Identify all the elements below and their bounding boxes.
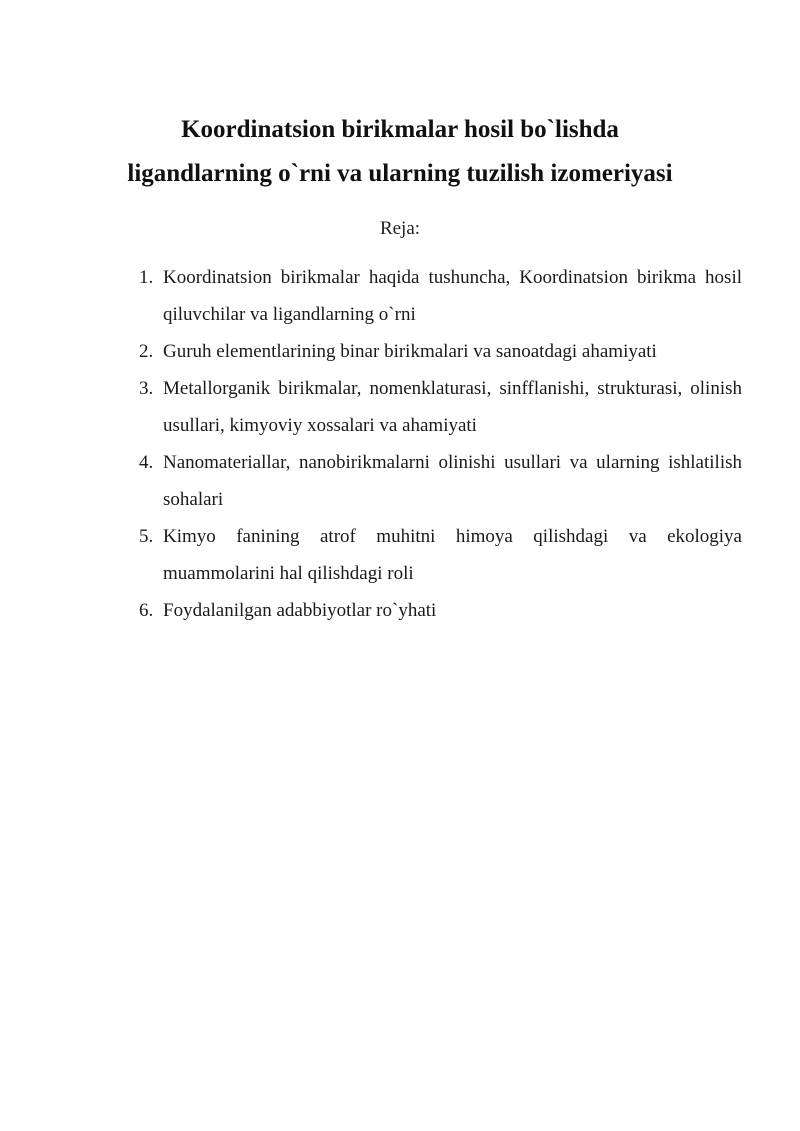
list-item-number: 2. <box>139 341 154 362</box>
title-line-1: Koordinatsion birikmalar hosil bo`lishda <box>181 116 619 143</box>
list-item-text: Nanomateriallar, nanobirikmalarni olinishi usullari va ularning ishlatilish sohalari <box>163 452 742 510</box>
document-title <box>60 108 740 196</box>
list-item <box>134 518 742 592</box>
list-item <box>134 259 742 333</box>
list-item-number: 6. <box>139 600 154 621</box>
list-item-number: 1. <box>139 267 154 288</box>
list-item-text: Metallorganik birikmalar, nomenklaturasi, sinfflanishi, strukturasi, olinish usullari, kimyoviy xossalari va ahamiyati <box>163 378 742 436</box>
list-item-text: Foydalanilgan adabbiyotlar ro`yhati <box>163 600 437 621</box>
list-item-text: Koordinatsion birikmalar haqida tushuncha, Koordinatsion birikma hosil qiluvchilar va ligandlarning o`rni <box>163 267 742 325</box>
list-item-text: Guruh elementlarining binar birikmalari va sanoatdagi ahamiyati <box>163 341 657 362</box>
list-item-text: Kimyo fanining atrof muhitni himoya qilishdagi va ekologiya muammolarini hal qilishdagi roli <box>163 526 742 584</box>
list-item <box>134 592 742 629</box>
plan-list <box>134 259 742 629</box>
title-line-2: ligandlarning o`rni va ularning tuzilish izomeriyasi <box>127 160 673 187</box>
list-item-number: 4. <box>139 452 154 473</box>
list-item <box>134 333 742 370</box>
list-item <box>134 370 742 444</box>
list-item <box>134 444 742 518</box>
list-item-number: 3. <box>139 378 154 399</box>
plan-heading: Reja: <box>379 218 421 239</box>
list-item-number: 5. <box>139 526 154 547</box>
